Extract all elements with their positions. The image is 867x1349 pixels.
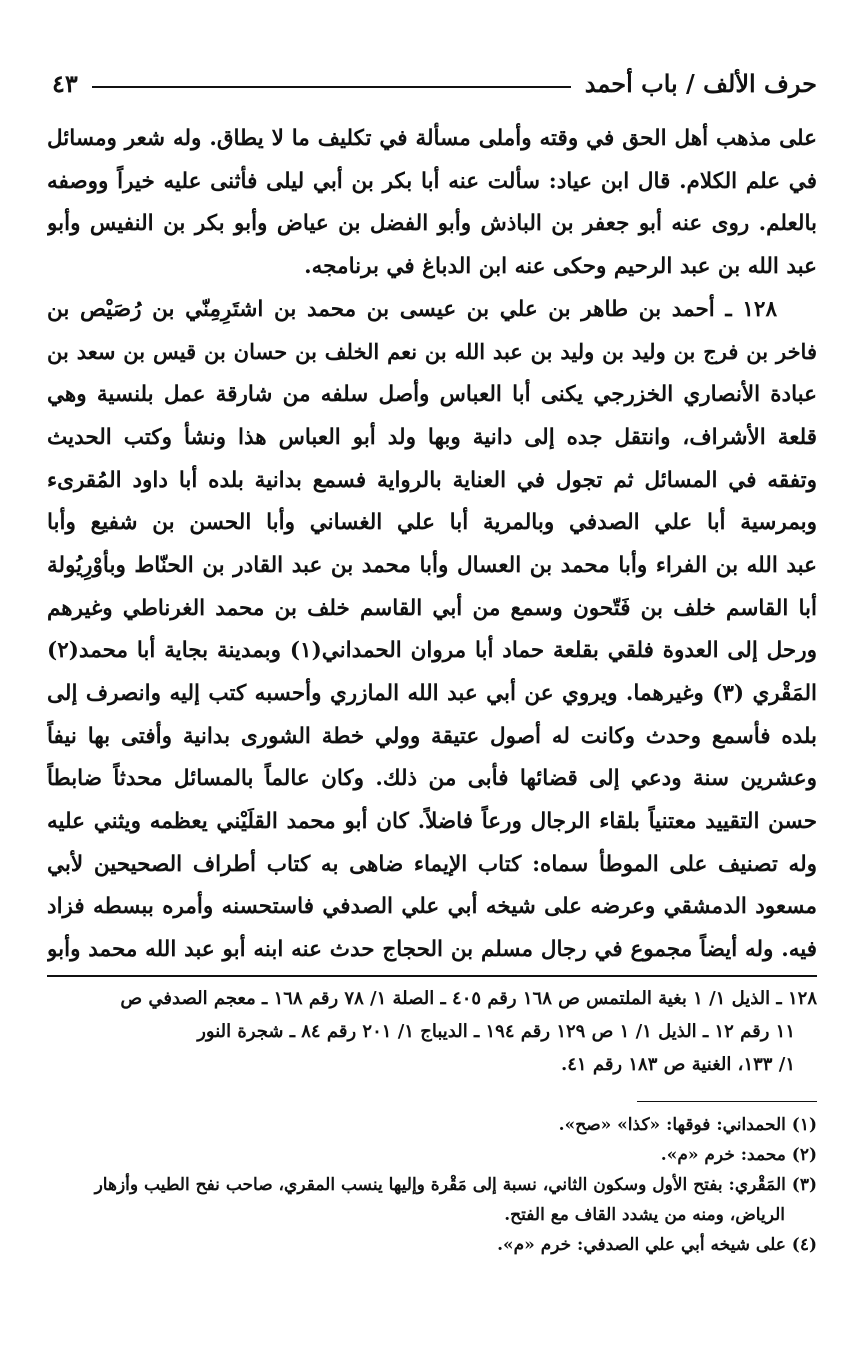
page-number: ٤٣ (52, 69, 78, 98)
references-block (47, 982, 817, 1081)
footnotes-block (47, 1110, 817, 1260)
footnote-4: (٤) على شيخه أبي علي الصدفي: خرم «م». (497, 1235, 817, 1255)
footnote-3: (٣) المَقْري: بفتح الأول وسكون الثاني، نسبة إلى مَقْرة وإليها ينسب المقري، صاحب نفح الطيب وأزهار (94, 1175, 817, 1195)
text-line: حسن التقييد معتنياً بلقاء الرجال ورعاً فاضلاً. كان أبو محمد القلَيْني يعظمه ويثني عليه (47, 809, 817, 834)
footnote-1: (١) الحمداني: فوقها: «كذا» «صح». (558, 1115, 817, 1135)
text-line: ورحل إلى العدوة فلقي بقلعة حماد أبا مروان الحمداني(١) وبمدينة بجاية أبا محمد(٢) (47, 638, 817, 664)
text-line: عبد الله بن عبد الرحيم وحكى عنه ابن الدباغ في برنامجه. (304, 254, 817, 280)
text-line: عبد الله بن الفراء وأبا محمد بن العسال وأبا محمد بن عبد القادر بن الحنّاط وبأوْرِيُولة (47, 552, 817, 578)
main-text (47, 118, 817, 972)
text-line: المَقْري (٣) وغيرهما. ويروي عن أبي عبد الله المازري وأحسبه كتب إليه وانصرف إلى (47, 680, 817, 706)
reference-line: ١١ رقم ١٢ ـ الذيل ١/ ١ ص ١٢٩ رقم ١٩٤ ـ الديباج ١/ ٢٠١ رقم ٨٤ ـ شجرة النور (197, 1021, 795, 1042)
footnote-2: (٢) محمد: خرم «م». (660, 1145, 817, 1165)
header-rule (92, 86, 571, 88)
text-line: وتفقه في المسائل ثم تجول في العناية بالرواية فسمع بدانية بلده أبا داود المُقرىء (47, 467, 817, 493)
text-line: فيه. وله أيضاً مجموع في رجال مسلم بن الحجاج حدث عنه ابنه أبو عبد الله محمد وأبو (47, 937, 817, 963)
text-line: وله تصنيف على الموطأ سماه: كتاب الإيماء ضاهى به كتاب أطراف الصحيحين لأبي (47, 851, 817, 877)
text-line: عبادة الأنصاري الخزرجي يكنى أبا العباس وأصل سلفه من شارقة عمل بلنسية وهي (47, 382, 817, 408)
text-line: بلده فأسمع وحدث وكانت له أصول عتيقة وولي خطة الشورى بدانية وأفتى بها نيفاً (47, 723, 817, 749)
text-line: بالعلم. روى عنه أبو جعفر بن الباذش وأبو الفضل بن عياض وأبو بكر بن النفيس وأبو (47, 211, 817, 237)
text-line: وبمرسية أبا علي الصدفي وبالمرية أبا علي الغساني وأبا الحسن بن شفيع وأبا (47, 510, 817, 536)
text-line: في علم الكلام. قال ابن عياد: سألت عنه أبا بكر بن أبي ليلى فأثنى عليه خيراً ووصفه (47, 168, 817, 194)
footnotes-separator (637, 1101, 817, 1102)
text-line: فاخر بن فرج بن وليد بن وليد بن عبد الله بن نعم الخلف بن حسان بن قيس بن سعد بن (47, 339, 817, 365)
text-line: وعشرين سنة ودعي إلى قضائها فأبى من ذلك. وكان عالماً بالمسائل محدثاً ضابطاً (47, 766, 817, 792)
text-line: أبا القاسم خلف بن فَتّحون وسمع من أبي القاسم خلف بن محمد الغرناطي وغيرهم (47, 595, 817, 621)
reference-line: ١/ ١٣٣، الغنية ص ١٨٣ رقم ٤١. (560, 1054, 795, 1075)
running-header (52, 58, 817, 102)
text-line: مسعود الدمشقي وعرضه على شيخه أبي علي الصدفي فاستحسنه وأمره ببسطه فزاد (47, 894, 817, 920)
references-separator (47, 975, 817, 977)
text-line: على مذهب أهل الحق في وقته وأملى مسألة في تكليف ما لا يطاق. وله شعر ومسائل (47, 126, 817, 151)
header-title: حرف الألف / باب أحمد (584, 69, 817, 98)
text-line: قلعة الأشراف، وانتقل جده إلى دانية وبها ولد أبو العباس هذا ونشأ وكتب الحديث (47, 424, 817, 450)
entry-128-first-line: ١٢٨ ـ أحمد بن طاهر بن علي بن عيسى بن محمد بن اشتَرِمِنّي بن رُصَيْص بن (47, 296, 777, 322)
footnote-3-continued: الرياض، ومنه من يشدد القاف مع الفتح. (504, 1205, 785, 1225)
reference-line: ١٢٨ ـ الذيل ١/ ١ بغية الملتمس ص ١٦٨ رقم ٤٠٥ ـ الصلة ١/ ٧٨ رقم ١٦٨ ـ معجم الصدفي ص (120, 988, 817, 1009)
